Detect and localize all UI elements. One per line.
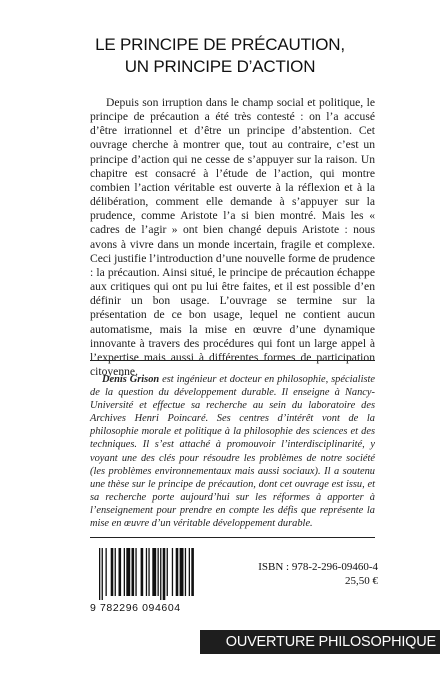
author-bio-text: est ingénieur et docteur en philosophie, spécialiste de la question du développement durable. Il enseigne à Nancy-Université et effectue sa recherche au sein du laboratoire des Archives Henri Poincaré. Ses centres d’intérêt vont de la philosophie morale et politique à la philosophie des sciences et des techniques. Il s’est attaché à promouvoir l’interdisciplinarité, y voyant une des clés pour résoudre les problèmes de notre société (les problèmes environnementaux mais aussi sociaux). Il a soutenu une thèse sur le principe de précaution, dont cet ouvrage est issu, et sa recherche porte aujourd’hui sur les réformes à apporter à l’enseignement pour prendre en compte les défis que représente la mise en œuvre d’un véritable développement durable. — [90, 374, 375, 530]
series-name: OUVERTURE PHILOSOPHIQUE — [225, 634, 436, 650]
barcode-bar — [158, 548, 159, 596]
barcode-bar — [146, 548, 147, 596]
price: 25,50 € — [345, 575, 378, 587]
barcode-bar — [99, 548, 100, 600]
barcode-bar — [119, 548, 122, 596]
barcode-bar — [185, 548, 186, 596]
author-name: Denis Grison — [102, 374, 160, 385]
barcode-bar — [176, 548, 179, 596]
barcode-bar — [163, 548, 166, 600]
barcode-bar — [111, 548, 114, 596]
barcode-bar — [191, 548, 194, 596]
divider-top — [90, 360, 375, 361]
book-summary: Depuis son irruption dans le champ social et politique, le principe de précaution a été très contesté : on l’a accusé d’être irrationnel et d’être un principe d’abstention. Cet ouvrage cherche à montrer que, tout au contraire, c’est un principe d’action qui ne cesse de s’appuyer sur la raison. Un chapitre est consacré à l’étude de l’action, qui montre combien l’action véritable est ouverte à la réflexion et à la délibération, comment elle demande à s’appuyer sur la prudence, comme Aristote l’a si bien montré. Mais les « cadres de l’agir » ont bien changé depuis Aristote : nous avons à vivre dans un monde incertain, fragile et complexe. Ceci justifie l’introduction d’une nouvelle forme de prudence : la précaution. Ainsi situé, le principe de précaution échappe aux critiques qui ont pu lui être faites, et il est possible d’en définir un bon usage. L’ouvrage se termine sur la présentation de ce bon usage, lequel ne contient aucun automatisme, mais la mise en œuvre d’une dynamique innovante à travers des procédures qui font un large appel à l’expertise mais aussi à différentes formes de participation citoyenne. — [90, 96, 375, 378]
title-line-1: LE PRINCIPE DE PRÉCAUTION, — [95, 35, 345, 54]
barcode-digits: 9 782296 094604 — [90, 602, 181, 614]
barcode-bar — [124, 548, 125, 596]
barcode-bar — [172, 548, 173, 596]
title-line-2: UN PRINCIPE D’ACTION — [124, 57, 316, 76]
barcode-bar — [167, 548, 168, 596]
isbn-number: ISBN : 978-2-296-09460-4 — [258, 561, 378, 573]
book-title — [0, 34, 440, 78]
barcode-bar — [189, 548, 190, 596]
barcode — [90, 548, 200, 614]
author-bio — [90, 373, 375, 530]
barcode-bar — [132, 548, 135, 596]
barcode-bar — [102, 548, 103, 600]
divider-bottom — [90, 537, 375, 538]
barcode-bar — [115, 548, 116, 596]
barcode-bar — [106, 548, 107, 596]
isbn-block — [238, 560, 378, 588]
barcode-bar — [160, 548, 161, 600]
barcode-bar — [141, 548, 144, 596]
barcode-bars — [98, 548, 194, 600]
barcode-bar — [148, 548, 149, 596]
barcode-bar — [180, 548, 184, 596]
barcode-bar — [135, 548, 136, 596]
barcode-bar — [152, 548, 156, 596]
barcode-bar — [126, 548, 130, 596]
